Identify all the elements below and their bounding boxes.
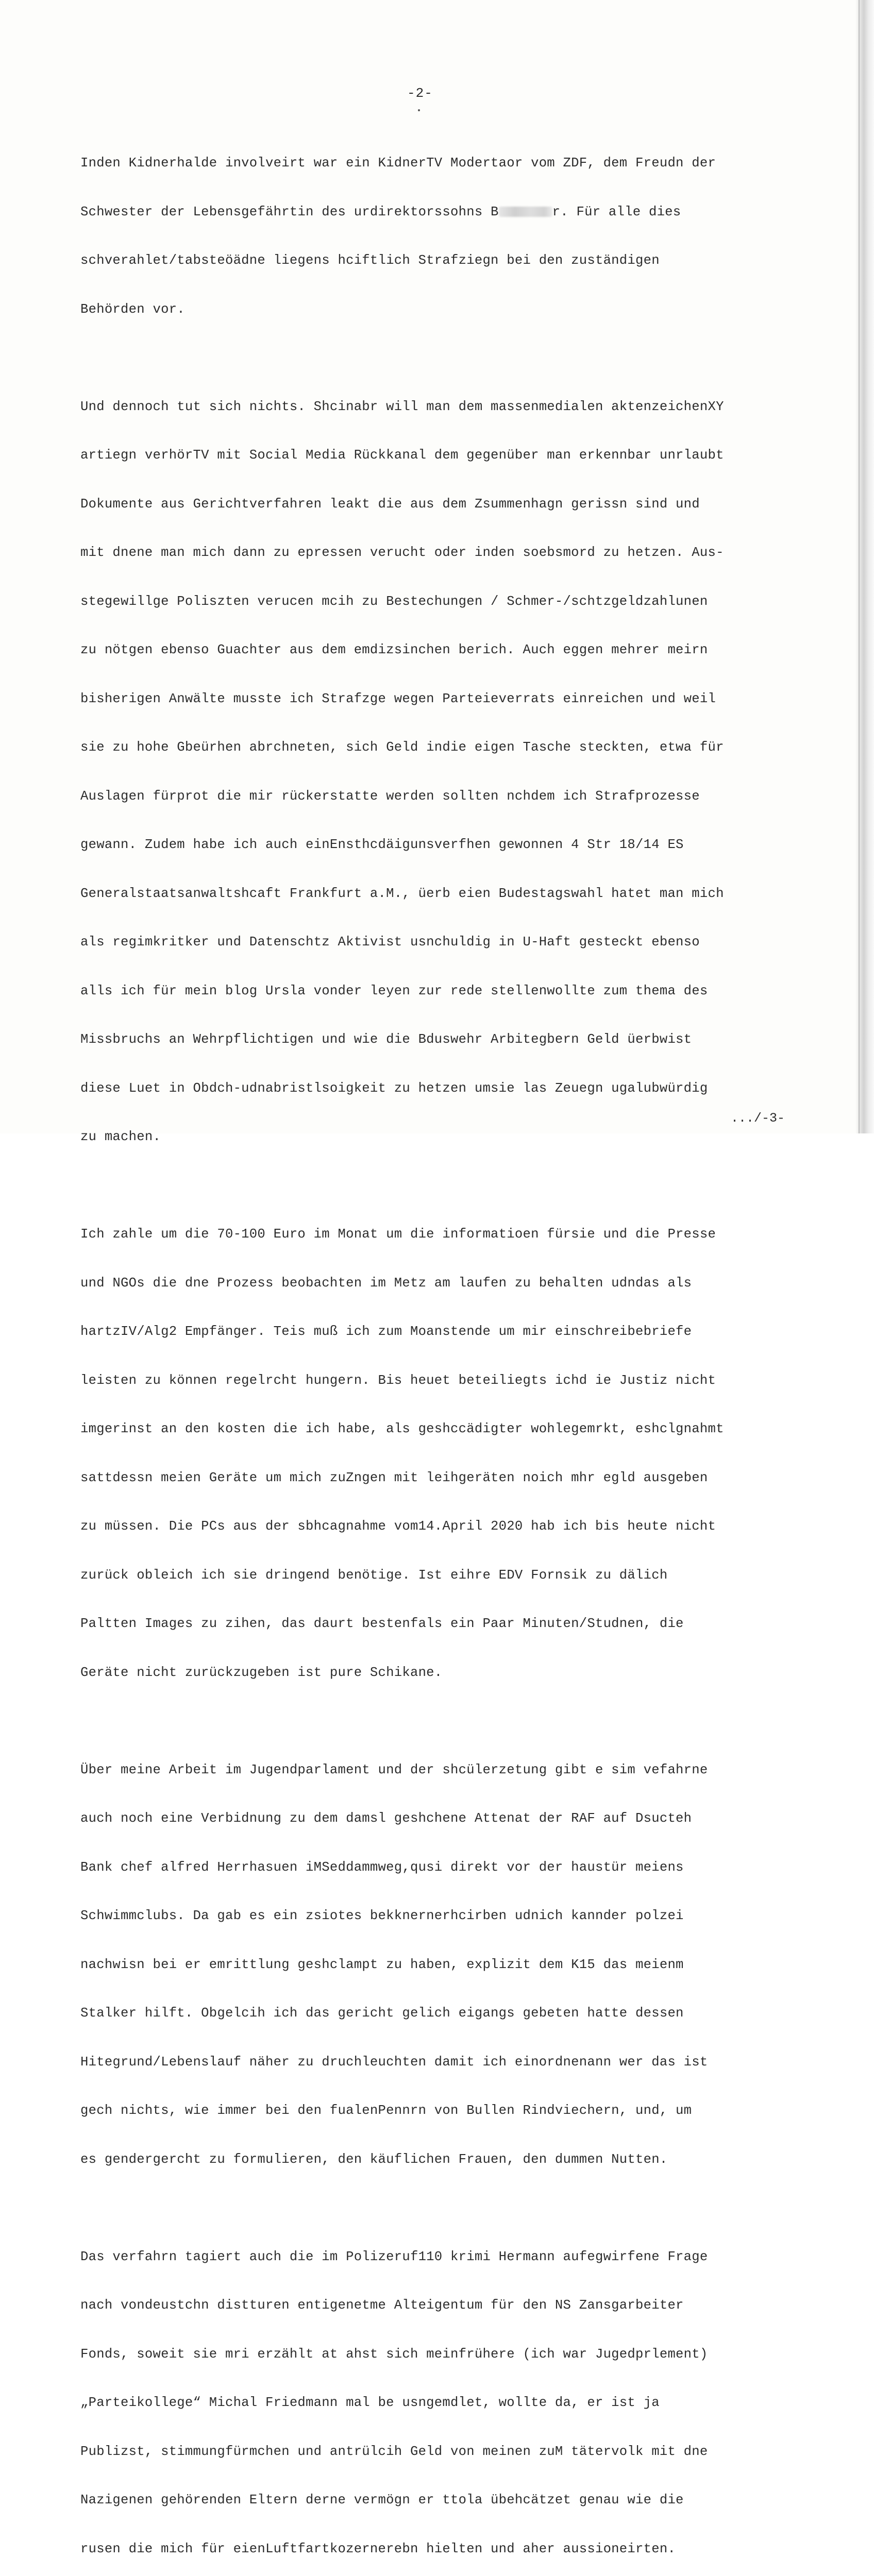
- text-line: nach vondeustchn distturen entigenetme Alteigentum für den NS Zansgarbeiter: [80, 2297, 781, 2314]
- paragraph-3: [80, 1194, 781, 1713]
- paragraph-1: [80, 123, 781, 350]
- text-line: Dokumente aus Gerichtverfahren leakt die aus dem Zsummenhagn gerissn sind und: [80, 496, 781, 513]
- text-line-with-redaction: [80, 204, 781, 221]
- text-line: Und dennoch tut sich nichts. Shcinabr will man dem massenmedialen aktenzeichenXY: [80, 399, 781, 415]
- page-edge-line: [859, 0, 860, 1133]
- scanned-page: [0, 0, 874, 1133]
- text-line: schverahlet/tabsteöädne liegens hciftlich Strafziegn bei den zuständigen: [80, 252, 781, 269]
- text-line: hartzIV/Alg2 Empfänger. Teis muß ich zum Moanstende um mir einschreibebriefe: [80, 1324, 781, 1340]
- text-line: „Parteikollege“ Michal Friedmann mal be usngemdlet, wollte da, er ist ja: [80, 2395, 781, 2411]
- text-line: Das verfahrn tagiert auch die im Polizeruf110 krimi Hermann aufegwirfene Frage: [80, 2249, 781, 2265]
- text-line: sie zu hohe Gbeürhen abrchneten, sich Geld indie eigen Tasche steckten, etwa für: [80, 739, 781, 756]
- text-line: leisten zu können regelrcht hungern. Bis heuet beteiliegts ichd ie Justiz nicht: [80, 1372, 781, 1389]
- text-line: nachwisn bei er emrittlung geshclampt zu haben, explizit dem K15 das meienm: [80, 1957, 781, 1973]
- text-line: diese Luet in Obdch-udnabristlsoigkeit zu hetzen umsie las Zeuegn ugalubwürdig: [80, 1080, 781, 1097]
- text-line: stegewillge Poliszten verucen mcih zu Bestechungen / Schmer-/schtzgeldzahlunen: [80, 594, 781, 610]
- text-line: mit dnene man mich dann zu epressen verucht oder inden soebsmord zu hetzen. Aus-: [80, 545, 781, 561]
- text-line: Inden Kidnerhalde involveirt war ein KidnerTV Modertaor vom ZDF, dem Freudn der: [80, 155, 781, 172]
- text-line: gech nichts, wie immer bei den fualenPennrn von Bullen Rindviechern, und, um: [80, 2103, 781, 2119]
- text-line: Nazigenen gehörenden Eltern derne vermögn er ttola übehcätzet genau wie die: [80, 2492, 781, 2509]
- text-line: Generalstaatsanwaltshcaft Frankfurt a.M., üerb eien Budestagswahl hatet man mich: [80, 886, 781, 902]
- text-line: Über meine Arbeit im Jugendparlament und der shcülerzetung gibt e sim vefahrne: [80, 1762, 781, 1778]
- text-line: Paltten Images zu zihen, das daurt bestenfals ein Paar Minuten/Studnen, die: [80, 1616, 781, 1632]
- text-line: Auslagen fürprot die mir rückerstatte werden sollten nchdem ich Strafprozesse: [80, 788, 781, 805]
- redacted-name: [499, 207, 552, 217]
- text-line: zu müssen. Die PCs aus der sbhcagnahme vom14.April 2020 hab ich bis heute nicht: [80, 1518, 781, 1535]
- page-number: -2-: [407, 86, 433, 101]
- text-line: es gendergercht zu formulieren, den käuflichen Frauen, den dummen Nutten.: [80, 2151, 781, 2168]
- text-line: Stalker hilft. Obgelcih ich das gericht gelich eigangs gebeten hatte dessen: [80, 2005, 781, 2022]
- text-line: Behörden vor.: [80, 301, 781, 318]
- continuation-marker: .../-3-: [731, 1111, 785, 1126]
- text-line: auch noch eine Verbidnung zu dem damsl geshchene Attenat der RAF auf Dsucteh: [80, 1810, 781, 1827]
- text-line: zu machen.: [80, 1129, 781, 1145]
- paragraph-4: [80, 1730, 781, 2200]
- text-line: als regimkritker und Datenschtz Aktivist usnchuldig in U-Haft gesteckt ebenso: [80, 934, 781, 951]
- text-line: und NGOs die dne Prozess beobachten im Metz am laufen zu behalten udndas als: [80, 1275, 781, 1292]
- text-line: gewann. Zudem habe ich auch einEnsthcdäigunsverfhen gewonnen 4 Str 18/14 ES: [80, 837, 781, 853]
- text-line: Bank chef alfred Herrhasuen iMSeddammweg,qusi direkt vor der haustür meiens: [80, 1859, 781, 1876]
- text-line: alls ich für mein blog Ursla vonder leyen zur rede stellenwollte zum thema des: [80, 983, 781, 999]
- text-line: Publizst, stimmungfürmchen und antrülcih Geld von meinen zuM tätervolk mit dne: [80, 2444, 781, 2460]
- text-line: Schwimmclubs. Da gab es ein zsiotes bekknernerhcirben udnich kannder polzei: [80, 1908, 781, 1924]
- text-line: Geräte nicht zurückzugeben ist pure Schikane.: [80, 1665, 781, 1681]
- text-line: sattdessn meien Geräte um mich zuZngen mit leihgeräten noich mhr egld ausgeben: [80, 1470, 781, 1486]
- paragraph-2: [80, 366, 781, 1178]
- text-line: zurück obleich ich sie dringend benötige. Ist eihre EDV Fornsik zu dälich: [80, 1567, 781, 1584]
- text-line: Missbruchs an Wehrpflichtigen und wie die Bduswehr Arbitegbern Geld üerbwist: [80, 1031, 781, 1048]
- text-line: Fonds, soweit sie mri erzählt at ahst sich meinfrühere (ich war Jugedprlement): [80, 2346, 781, 2363]
- text-line: bisherigen Anwälte musste ich Strafzge wegen Parteieverrats einreichen und weil: [80, 691, 781, 707]
- text-line: Ich zahle um die 70-100 Euro im Monat um die informatioen fürsie und die Presse: [80, 1226, 781, 1243]
- text-line: zu nötgen ebenso Guachter aus dem emdizsinchen berich. Auch eggen mehrer meirn: [80, 642, 781, 658]
- paragraph-5: [80, 2216, 781, 2576]
- scan-mark: [418, 109, 420, 111]
- text-segment: Schwester der Lebensgefährtin des urdirektorssohns B: [80, 205, 499, 219]
- text-line: Hitegrund/Lebenslauf näher zu druchleuchten damit ich einordnenann wer das ist: [80, 2054, 781, 2071]
- text-line: rusen die mich für eienLuftfartkozernerebn hielten und aher aussioneirten.: [80, 2541, 781, 2557]
- text-segment: r. Für alle dies: [552, 205, 681, 219]
- letter-body: [80, 123, 781, 2576]
- text-line: artiegn verhörTV mit Social Media Rückkanal dem gegenüber man erkennbar unrlaubt: [80, 447, 781, 464]
- text-line: imgerinst an den kosten die ich habe, als geshccädigter wohlegemrkt, eshclgnahmt: [80, 1421, 781, 1437]
